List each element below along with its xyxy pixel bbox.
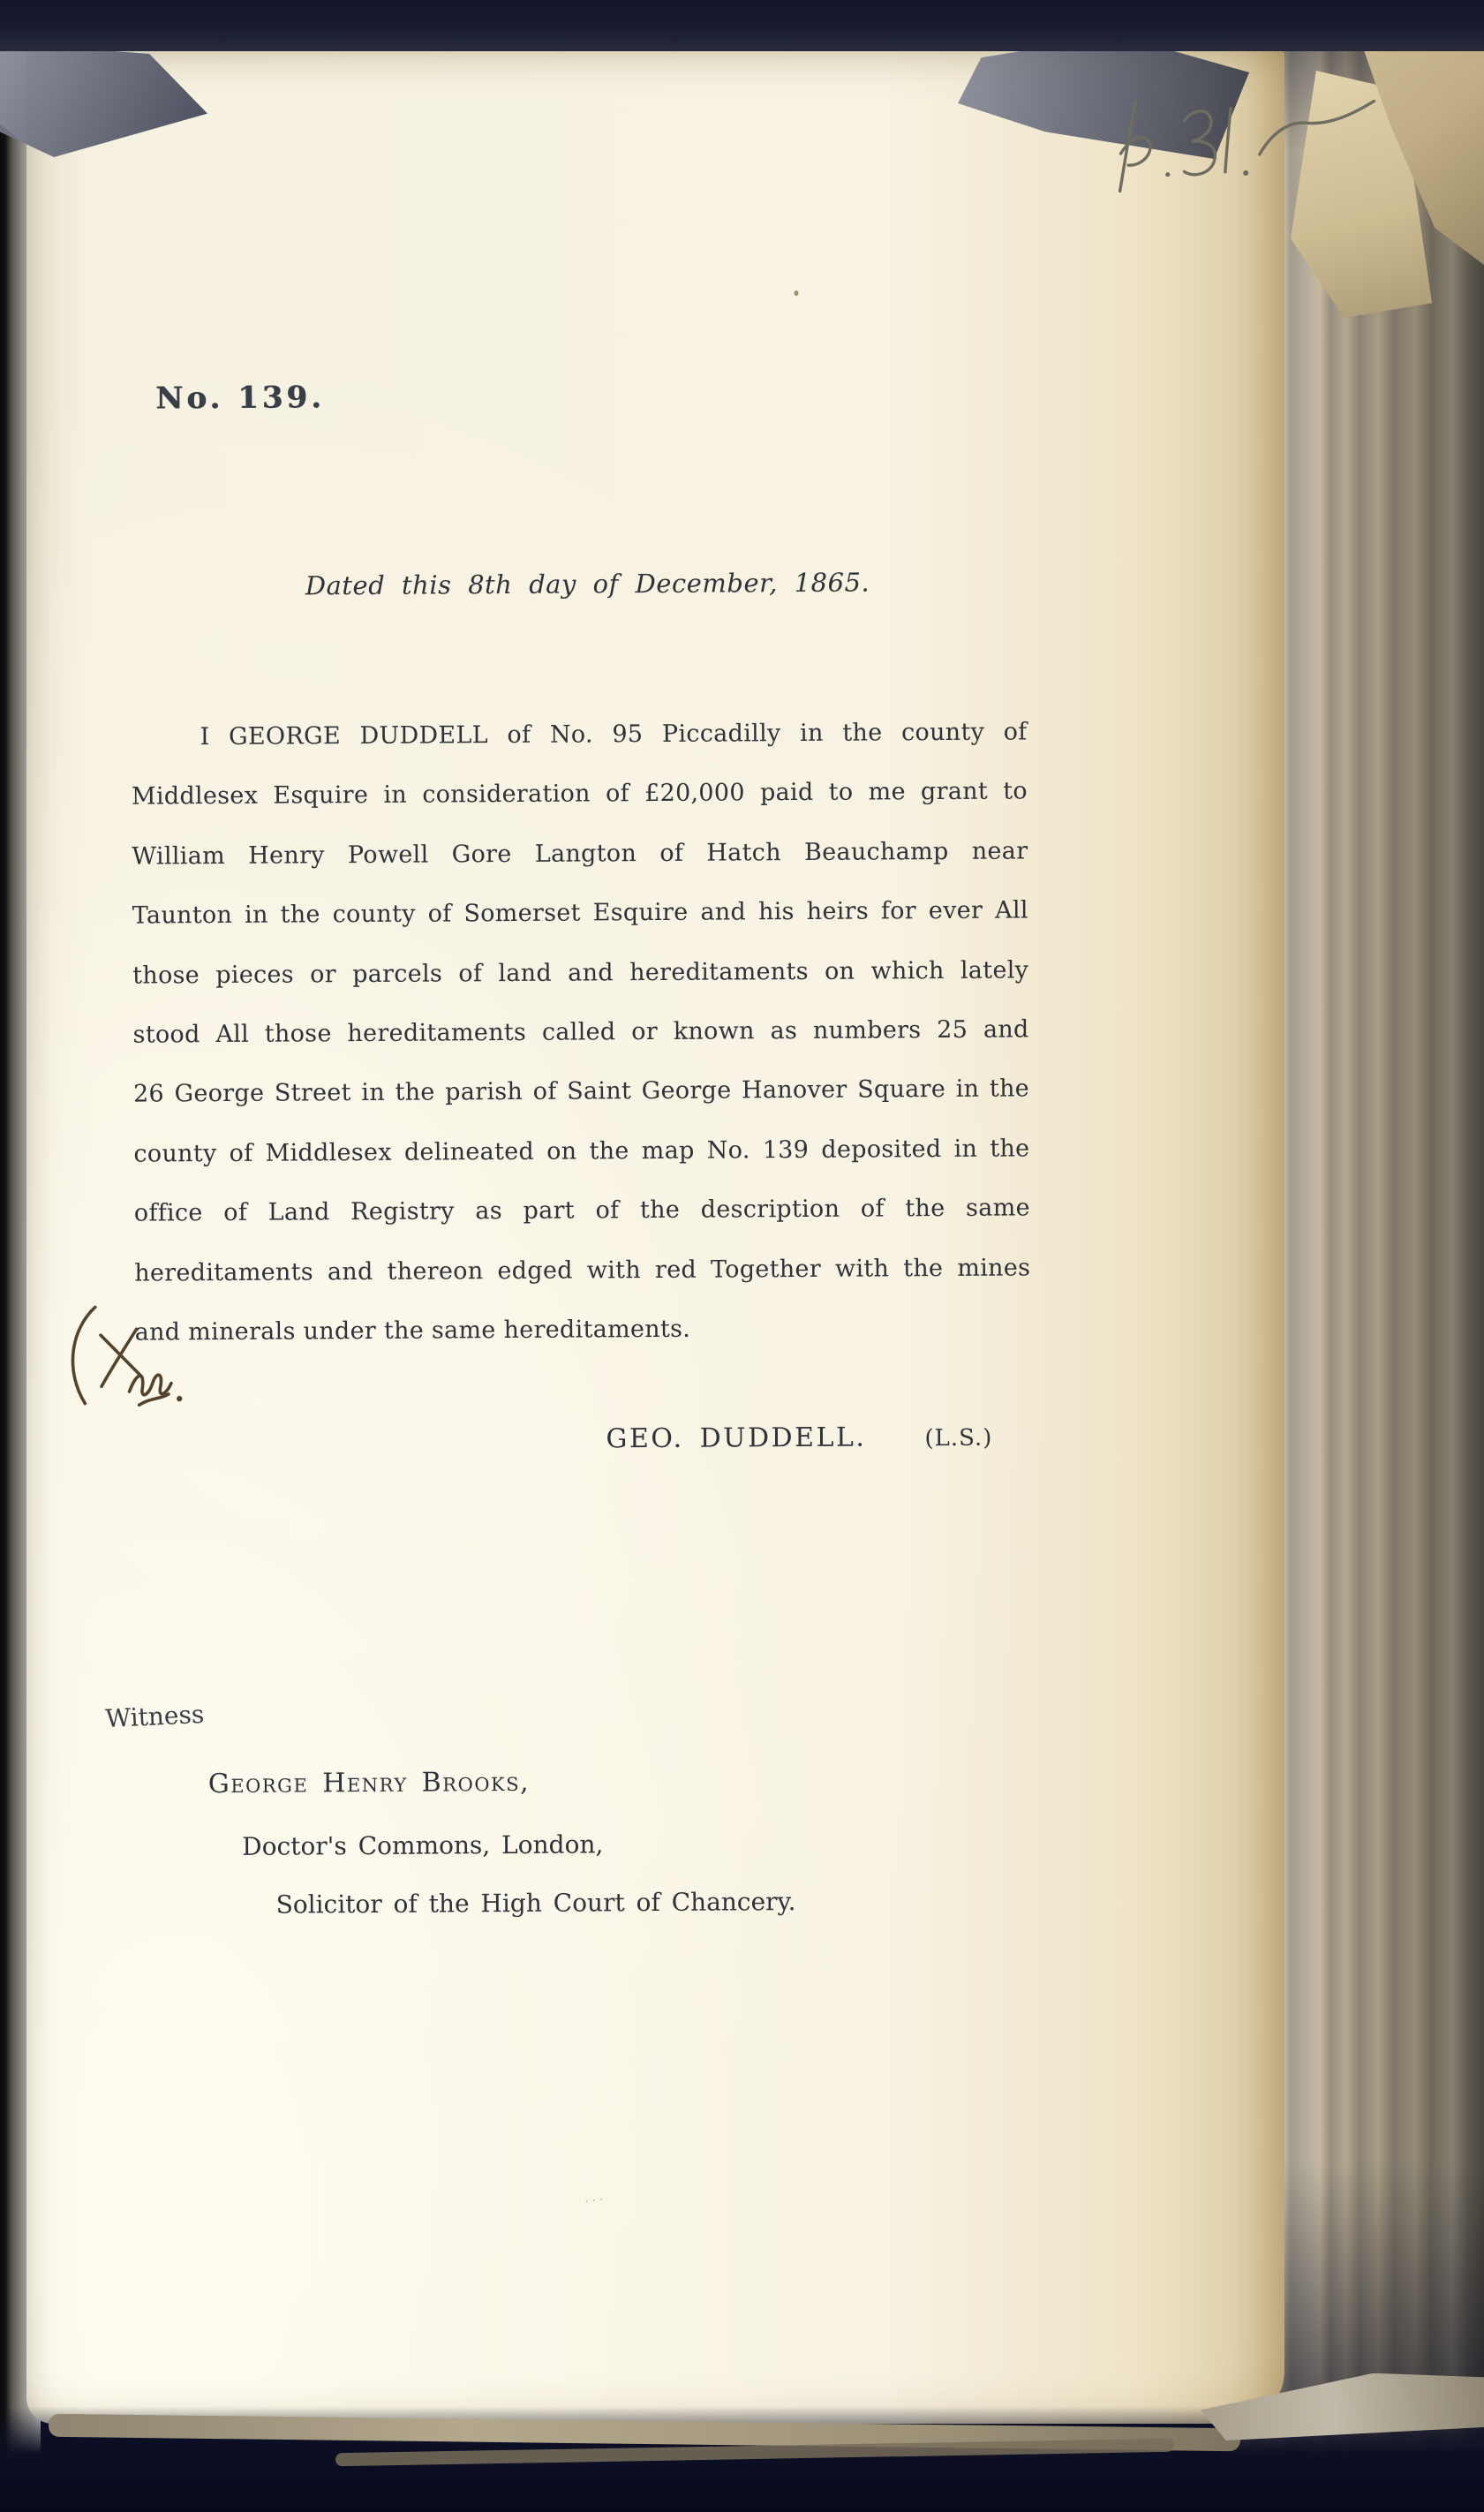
document-content	[26, 44, 1284, 2424]
body-line: and minerals under the same hereditaments.	[134, 1315, 691, 1347]
body-line: hereditaments and thereon edged with red Together with the mines	[134, 1253, 1031, 1287]
examiner-initials-mark	[47, 1286, 210, 1433]
body-line: I GEORGE DUDDELL of No. 95 Piccadilly in the county of	[200, 718, 1028, 751]
scan-top-shadow-band	[0, 0, 1484, 51]
witness-address: Doctor's Commons, London,	[242, 1829, 604, 1861]
document-page	[26, 44, 1284, 2424]
ink-speck	[794, 290, 798, 296]
body-line: stood All those hereditaments called or known as numbers 25 and	[132, 1015, 1029, 1049]
body-line: office of Land Registry as part of the description of the same	[133, 1194, 1030, 1227]
body-line: Taunton in the county of Somerset Esquire and his heirs for ever All	[132, 896, 1028, 930]
faint-dots: ...	[583, 2188, 608, 2206]
body-line: Middlesex Esquire in consideration of £20,000 paid to me grant to	[131, 777, 1028, 811]
body-line: 26 George Street in the parish of Saint George Hanover Square in the	[132, 1075, 1030, 1108]
signature-row	[606, 1422, 992, 1455]
document-number: No. 139.	[155, 380, 325, 417]
seal-mark: (L.S.)	[924, 1424, 993, 1452]
body-line: William Henry Powell Gore Langton of Hatch Beauchamp near	[132, 837, 1028, 871]
witness-name: George Henry Brooks,	[207, 1766, 531, 1800]
deed-body-paragraph	[131, 702, 1031, 1362]
signature-name: GEO. DUDDELL.	[606, 1422, 867, 1455]
body-line: county of Middlesex delineated on the map No. 139 deposited in the	[133, 1135, 1030, 1168]
witness-title: Solicitor of the High Court of Chancery.	[275, 1887, 796, 1920]
witness-label: Witness	[104, 1699, 205, 1734]
dated-line: Dated this 8th day of December, 1865.	[305, 567, 870, 601]
body-line: those pieces or parcels of land and hereditaments on which lately	[132, 955, 1029, 990]
